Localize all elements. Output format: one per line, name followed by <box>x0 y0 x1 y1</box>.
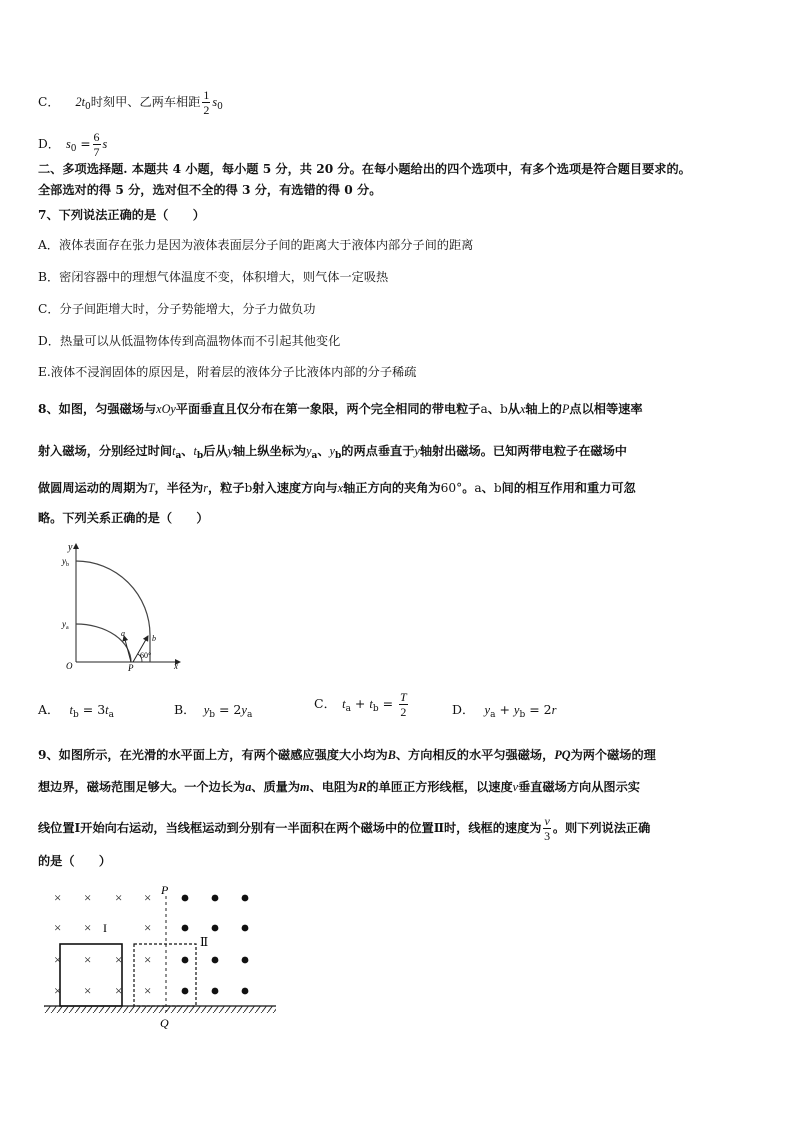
svg-text:×: × <box>54 983 62 998</box>
text: 的单匝正方形线框，以速度 <box>366 780 513 794</box>
q7-stem: 7、下列说法正确的是（ ） <box>38 208 205 222</box>
text: ，粒子 <box>207 481 245 495</box>
math-sub: b <box>372 704 379 714</box>
q8-stem-line1 <box>38 400 643 418</box>
math-var: x <box>337 481 344 495</box>
label-p: P <box>128 663 134 672</box>
option-label: B． <box>174 702 196 717</box>
label-p: P <box>161 884 169 897</box>
text: 想边界，磁场范围足够大。一个边长为 <box>38 780 246 794</box>
fraction <box>93 130 101 159</box>
text: 轴正方向的夹角为 <box>343 481 441 495</box>
q8-option-c <box>314 690 410 719</box>
math-sub: 0 <box>85 102 91 112</box>
svg-text:×: × <box>84 952 92 967</box>
frac-num: v <box>544 814 550 828</box>
math-var: t <box>369 697 373 711</box>
option-label: C． <box>38 95 60 109</box>
frac-den: 7 <box>93 145 100 159</box>
q8-figure <box>58 538 188 672</box>
text: 射入磁场，分别经过时间 <box>38 444 173 458</box>
math-var: b <box>244 481 253 495</box>
text: 、 <box>181 444 194 458</box>
math-sub: a <box>490 710 496 720</box>
math-var: r <box>551 703 557 717</box>
text: 后从 <box>203 444 228 458</box>
text: 、质量为 <box>251 780 301 794</box>
math-var: t <box>105 703 109 717</box>
math-sub: a <box>246 710 253 720</box>
text: 、 <box>317 444 330 458</box>
trajectory-b <box>76 561 150 662</box>
axis-label-x: x <box>174 661 178 671</box>
math-var: y <box>484 703 491 717</box>
svg-text:×: × <box>54 920 62 935</box>
math-var: r <box>203 481 208 495</box>
svg-text:×: × <box>84 920 92 935</box>
text: 做圆周运动的周期为 <box>38 481 148 495</box>
section-heading-line2: 全部选对的得 5 分，选对但不全的得 3 分，有选错的得 0 分。 <box>38 183 382 197</box>
math-sub: a <box>345 704 351 714</box>
q9-stem-line3 <box>38 814 650 843</box>
frac-num: T <box>400 690 407 704</box>
svg-text:×: × <box>144 890 152 905</box>
frac-den: 3 <box>544 829 551 843</box>
q6-option-c <box>38 88 223 117</box>
math-var: 60° <box>440 481 463 495</box>
math-sub: b <box>209 710 216 720</box>
math-sub: a <box>108 710 115 720</box>
math-sub: a <box>311 451 318 461</box>
text: 平面垂直且仅分布在第一象限，两个完全相同的带电粒子 <box>175 402 481 416</box>
frac-num: 1 <box>203 88 210 102</box>
math-var: T <box>147 481 155 495</box>
text: 间的相互作用和重力可忽 <box>501 481 636 495</box>
math-var: xOy <box>156 402 176 416</box>
svg-text:×: × <box>54 952 62 967</box>
ground-hatch <box>44 1006 276 1013</box>
math-var: b <box>493 481 502 495</box>
math-sub: b <box>519 710 526 720</box>
math-op: + <box>495 702 514 717</box>
math-var: a <box>480 402 488 416</box>
velocity-a-arrow <box>124 636 131 662</box>
text: 射入速度方向与 <box>252 481 338 495</box>
q7-option-c: C．分子间距增大时，分子势能增大，分子力做负功 <box>38 302 316 316</box>
math-var: y <box>227 444 233 458</box>
text: 、方向相反的水平匀强磁场， <box>395 748 555 762</box>
math-var: y <box>241 703 247 717</box>
math-var: t <box>342 697 346 711</box>
math-var: s <box>102 137 108 151</box>
text: 轴射出磁场。已知两带电粒子在磁场中 <box>419 444 627 458</box>
svg-text:×: × <box>115 983 123 998</box>
frac-den: 2 <box>400 705 407 719</box>
text: 、 <box>487 402 500 416</box>
math-var: R <box>358 780 367 794</box>
fraction <box>202 88 210 117</box>
svg-text:×: × <box>115 952 123 967</box>
label-ya: $y_a$ <box>62 619 69 631</box>
math-var: a <box>474 481 482 495</box>
q8-stem-line3 <box>38 479 636 497</box>
text: ，半径为 <box>154 481 204 495</box>
svg-text:×: × <box>144 920 152 935</box>
svg-text:×: × <box>54 890 62 905</box>
math-var: y <box>414 444 420 458</box>
text: 轴上的 <box>525 402 562 416</box>
text: 、电阻为 <box>309 780 359 794</box>
svg-text:×: × <box>84 983 92 998</box>
label-i: I <box>103 921 107 935</box>
text: 9、如图所示，在光滑的水平面上方，有两个磁感应强度大小均为 <box>38 748 388 762</box>
text: 线位置Ⅰ开始向右运动，当线框运动到分别有一半面积在两个磁场中的位置Ⅱ时，线框的速度为 <box>38 821 542 835</box>
frac-num: 6 <box>93 130 100 144</box>
text: 、 <box>481 481 494 495</box>
math-var: y <box>306 444 312 458</box>
label-a: a <box>121 629 125 638</box>
text: 的两点垂直于 <box>341 444 415 458</box>
math-sub: b <box>334 451 342 461</box>
math-var: s <box>65 137 71 151</box>
text: 。则下列说法正确 <box>552 821 651 835</box>
math-op: = <box>80 137 91 151</box>
q8-option-d <box>452 700 556 720</box>
svg-text:×: × <box>144 952 152 967</box>
q8-option-a <box>38 700 114 720</box>
math-var: t <box>193 444 197 458</box>
fraction <box>543 814 550 843</box>
label-yb: $y_b$ <box>62 556 69 568</box>
math-op: + <box>350 696 370 711</box>
math-var: s <box>212 95 218 109</box>
q7-option-a: A．液体表面存在张力是因为液体表面层分子间的距离大于液体内部分子间的距离 <box>38 238 474 252</box>
text: 为两个磁场的理 <box>570 748 656 762</box>
q9-stem-line2 <box>38 778 640 796</box>
fraction <box>399 690 408 719</box>
math-sub: 0 <box>217 102 223 112</box>
math-var: B <box>387 748 396 762</box>
math-var: 2t <box>75 95 85 109</box>
svg-text:×: × <box>84 890 92 905</box>
math-op: = 2 <box>215 702 242 717</box>
frac-den: 2 <box>203 103 210 117</box>
math-op: = <box>378 696 398 711</box>
svg-text:×: × <box>144 983 152 998</box>
text: 点以相等速率 <box>569 402 643 416</box>
q7-option-b: B．密闭容器中的理想气体温度不变，体积增大，则气体一定吸热 <box>38 270 389 284</box>
math-var: y <box>203 703 210 717</box>
section-heading-line1: 二、多项选择题. 本题共 4 小题，每小题 5 分，共 20 分。在每小题给出的四个选项中，有多个选项是符合题目要求的。 <box>38 162 691 176</box>
math-var: x <box>519 402 526 416</box>
math-op: = 2 <box>525 702 552 717</box>
math-sub: b <box>196 451 204 461</box>
math-var: a <box>245 780 252 794</box>
svg-text:×: × <box>115 890 123 905</box>
math-var: P <box>561 402 570 416</box>
math-sub: b <box>73 710 79 720</box>
q8-stem-line2 <box>38 442 627 465</box>
text: 。 <box>462 481 475 495</box>
math-var: t <box>172 444 176 458</box>
q7-option-d: D．热量可以从低温物体传到高温物体而不引起其他变化 <box>38 334 341 348</box>
text: 轴上纵坐标为 <box>232 444 307 458</box>
option-label: D． <box>38 137 60 151</box>
axis-label-y: y <box>68 542 73 553</box>
text: 从 <box>507 402 520 416</box>
label-b: b <box>152 634 156 643</box>
q6-option-d <box>38 130 107 159</box>
math-var: b <box>499 402 508 416</box>
option-label: C． <box>314 696 337 711</box>
label-q: Q <box>160 1016 169 1030</box>
q8-option-b <box>174 700 252 720</box>
math-var: v <box>512 780 519 794</box>
text: 8、如图，匀强磁场与 <box>38 402 157 416</box>
math-sub: a <box>175 451 182 461</box>
q9-stem-line4: 的是（ ） <box>38 854 112 868</box>
math-var: y <box>513 703 520 717</box>
label-origin: O <box>66 661 73 671</box>
math-var: y <box>329 444 335 458</box>
q7-option-e: E.液体不浸润固体的原因是，附着层的液体分子比液体内部的分子稀疏 <box>38 365 417 379</box>
option-label: D． <box>452 702 475 717</box>
option-label: A． <box>38 702 60 717</box>
math-var: t <box>69 703 74 717</box>
math-var: m <box>300 780 310 794</box>
option-text: 时刻甲、乙两车相距 <box>90 95 201 109</box>
label-ii: Ⅱ <box>200 935 209 949</box>
q9-figure <box>40 884 280 1034</box>
text: 垂直磁场方向从图示实 <box>518 780 640 794</box>
math-sub: 0 <box>70 144 77 154</box>
math-var: PQ <box>554 748 571 762</box>
label-angle: 60° <box>140 651 152 660</box>
math-op: = 3 <box>78 702 106 717</box>
q9-stem-line1 <box>38 746 656 764</box>
q8-stem-line4: 略。下列关系正确的是（ ） <box>38 511 209 525</box>
